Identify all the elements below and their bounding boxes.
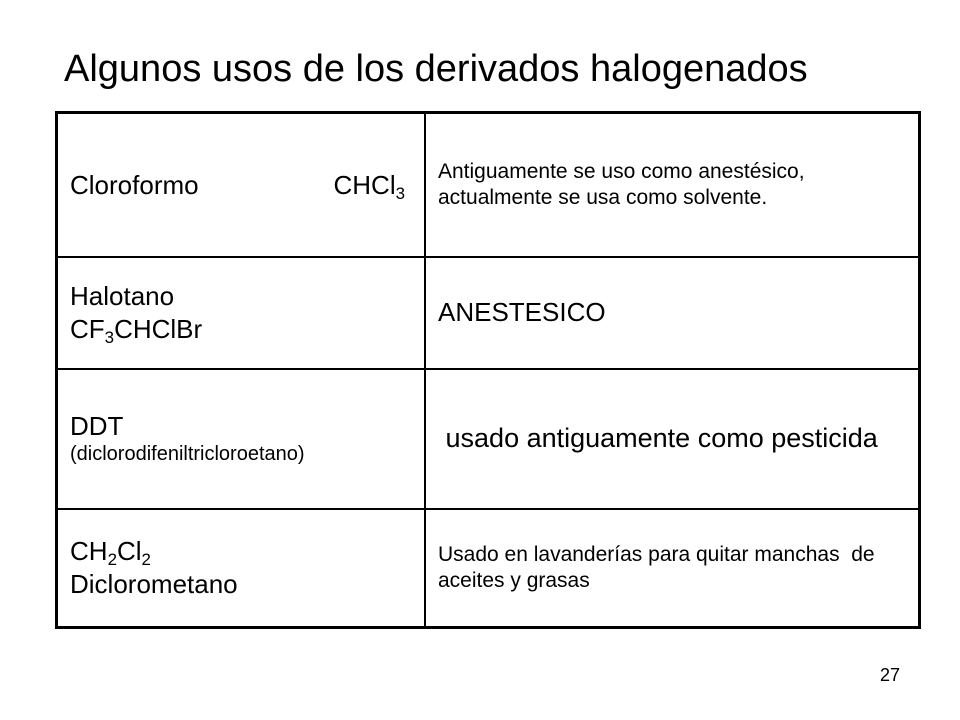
table-row bbox=[57, 113, 920, 257]
description-cell bbox=[425, 257, 920, 369]
compound-cell bbox=[57, 509, 426, 628]
compound-label bbox=[70, 169, 405, 202]
compound-description: Usado en lavanderías para quitar manchas de aceites y grasas bbox=[438, 542, 881, 592]
table-row bbox=[57, 509, 920, 628]
description-cell bbox=[425, 509, 920, 628]
slide-title: Algunos usos de los derivados halogenados bbox=[64, 48, 808, 90]
table-row bbox=[57, 257, 920, 369]
compound-name: Halotano bbox=[70, 281, 175, 311]
compound-description: Antiguamente se uso como anestésico, actualmente se usa como solvente. bbox=[438, 159, 805, 209]
compound-cell bbox=[57, 369, 426, 509]
compound-description: usado antiguamente como pesticida bbox=[438, 422, 878, 453]
compound-note: (diclorodifeniltricloroetano) bbox=[70, 443, 305, 466]
compound-name: Diclorometano bbox=[70, 568, 238, 599]
compound-formula: CHCl$_3$ bbox=[333, 169, 405, 203]
compound-name: Cloroformo bbox=[70, 169, 199, 200]
compound-formula: $CF_3CHClBr$ bbox=[70, 313, 203, 347]
table-row bbox=[57, 369, 920, 509]
page-number: 27 bbox=[879, 665, 900, 685]
compound-cell bbox=[57, 113, 426, 257]
compound-formula: $CH_2Cl_2$ bbox=[70, 536, 151, 570]
compound-description: ANESTESICO bbox=[438, 297, 606, 328]
compound-cell bbox=[57, 257, 426, 369]
description-cell bbox=[425, 113, 920, 257]
compound-name: DDT bbox=[70, 410, 124, 441]
uses-table bbox=[55, 111, 921, 629]
description-cell bbox=[425, 369, 920, 509]
